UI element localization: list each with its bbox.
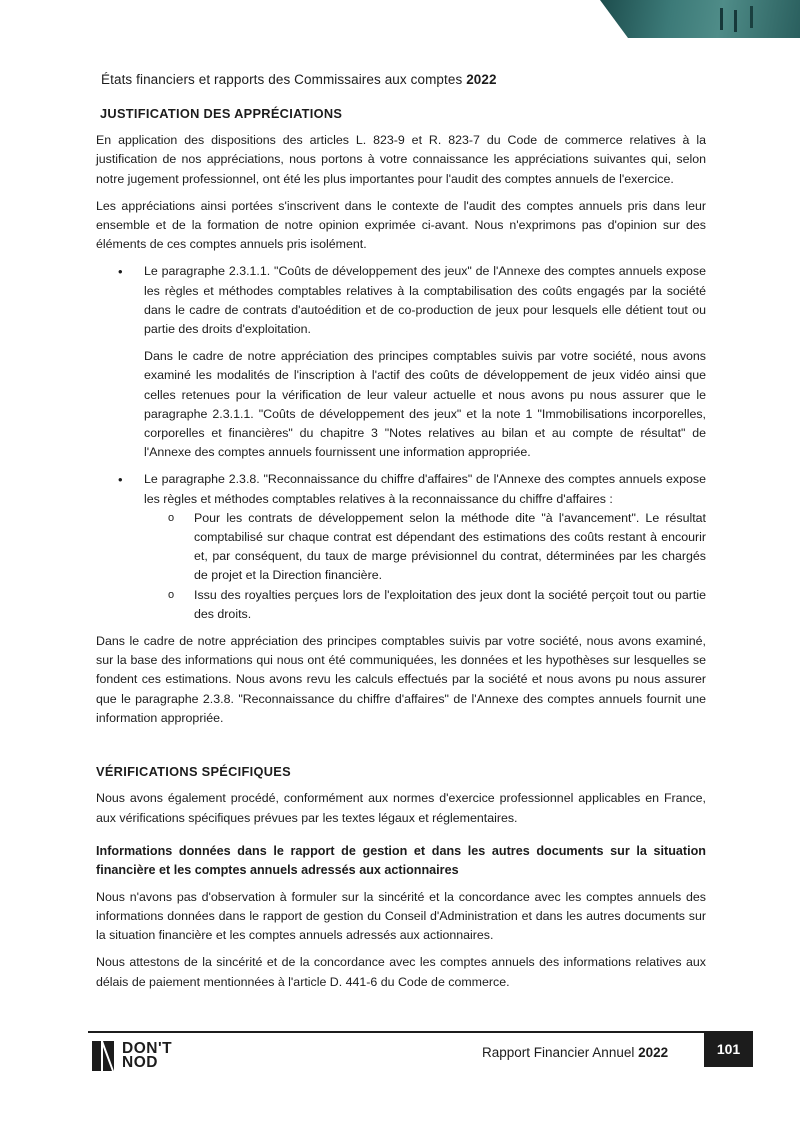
subsection-title: Informations données dans le rapport de gestion et dans les autres documents sur la situation financière et les comptes annuels adressés aux actionnaires bbox=[96, 843, 706, 877]
bullet-text: • Le paragraphe 2.3.1.1. "Coûts de développement des jeux" de l'Annexe des comptes annuels expose les règles et méthodes comptables relatives à la comptabilisation des coûts engagés par la société dans le cadre de contrats d'autoédition et de co-production de jeux pour lesquels elle détient tout ou partie des droits d'exploitation. bbox=[144, 264, 706, 337]
header-banner-image bbox=[600, 0, 800, 38]
footer-report-title bbox=[482, 1045, 668, 1060]
bullet-list bbox=[96, 470, 706, 624]
paragraph: Nous n'avons pas d'observation à formuler sur la sincérité et la concordance avec les comptes annuels des informations données dans le rapport de gestion du Conseil d'Administration et dans les autres documents sur la situation financière et les comptes annuels adressés aux actionnaires. bbox=[96, 889, 706, 943]
running-header-year: 2022 bbox=[466, 72, 497, 87]
bullet-detail-paragraph: Dans le cadre de notre appréciation des principes comptables suivis par votre société, nous avons examiné les modalités de l'inscription à l'actif des coûts de développement de jeux vidéo ainsi que celles retenues pour la vérification de leur valeur actuelle et nous avons pu nous assurer que le paragraphe 2.3.1.1. "Coûts de développement des jeux" et la note 1 "Immobilisations incorporelles, corporelles et financières" du chapitre 3 "Notes relatives au bilan et au compte de résultat" de l'Annexe des comptes annuels fournissent une information appropriée. bbox=[144, 349, 706, 460]
paragraph: Nous attestons de la sincérité et de la concordance avec les comptes annuels des informations relatives aux délais de paiement mentionnées à l'article D. 441-6 du Code de commerce. bbox=[96, 955, 706, 989]
section-title-verifications: VÉRIFICATIONS SPÉCIFIQUES bbox=[96, 764, 291, 780]
bullet-list bbox=[96, 262, 706, 339]
paragraph: Les appréciations ainsi portées s'inscrivent dans le contexte de l'audit des comptes annuels pris dans leur ensemble et de la formation de notre opinion exprimée ci-avant. Nous n'exprimons pas d'opinion sur des éléments de ces comptes annuels pris isolément. bbox=[96, 198, 706, 252]
footer-report-name: Rapport Financier Annuel bbox=[482, 1045, 635, 1060]
bullet-item bbox=[96, 470, 706, 624]
logo-wordmark bbox=[122, 1042, 172, 1070]
sub-list-item: o Issu des royalties perçues lors de l'exploitation des jeux dont la société perçoit tout ou partie des droits. bbox=[144, 586, 706, 624]
sub-list-item: o Pour les contrats de développement selon la méthode dite "à l'avancement". Le résultat comptabilisé sur chaque contrat est dépendant des estimations des coûts restant à encourir et, par conséquent, du taux de marge prévisionnel du contrat, déterminées par les chargés de projet et la Direction financière. bbox=[144, 509, 706, 586]
logo-mark-icon bbox=[92, 1041, 114, 1071]
paragraph: Dans le cadre de notre appréciation des principes comptables suivis par votre société, nous avons examiné, sur la base des informations qui nous ont été communiquées, les données et les hypothèses sur lesquelles se fondent ces estimations. Nous avons revu les calculs effectués par la société et nous avons pu nous assurer que le paragraphe 2.3.8. "Reconnaissance du chiffre d'affaires" de l'Annexe des comptes annuels fournit une information appropriée. bbox=[96, 634, 706, 725]
company-logo bbox=[92, 1041, 172, 1071]
bullet-item bbox=[96, 262, 706, 339]
footer-divider bbox=[88, 1031, 753, 1033]
bullet-text: • Le paragraphe 2.3.8. "Reconnaissance du chiffre d'affaires" de l'Annexe des comptes annuels expose les règles et méthodes comptables relatives à la reconnaissance du chiffre d'affaires : bbox=[144, 472, 706, 506]
footer-report-year: 2022 bbox=[638, 1045, 669, 1060]
sub-list bbox=[144, 509, 706, 624]
logo-line-2: NOD bbox=[122, 1054, 158, 1071]
section-title-justification: JUSTIFICATION DES APPRÉCIATIONS bbox=[100, 106, 343, 121]
paragraph: Nous avons également procédé, conformément aux normes d'exercice professionnel applicables en France, aux vérifications spécifiques prévues par les textes légaux et réglementaires. bbox=[96, 791, 706, 825]
document-body bbox=[96, 104, 706, 1000]
running-header bbox=[101, 72, 497, 87]
paragraph: En application des dispositions des articles L. 823-9 et R. 823-7 du Code de commerce relatives à la justification de nos appréciations, nous portons à votre connaissance les appréciations suivantes qui, selon notre jugement professionnel, ont été les plus importantes pour l'audit des comptes annuels de l'exercice. bbox=[96, 133, 706, 186]
logo-line-1: DON'T bbox=[122, 1040, 173, 1057]
running-header-title: États financiers et rapports des Commissaires aux comptes bbox=[101, 72, 463, 87]
page-number: 101 bbox=[704, 1031, 753, 1067]
